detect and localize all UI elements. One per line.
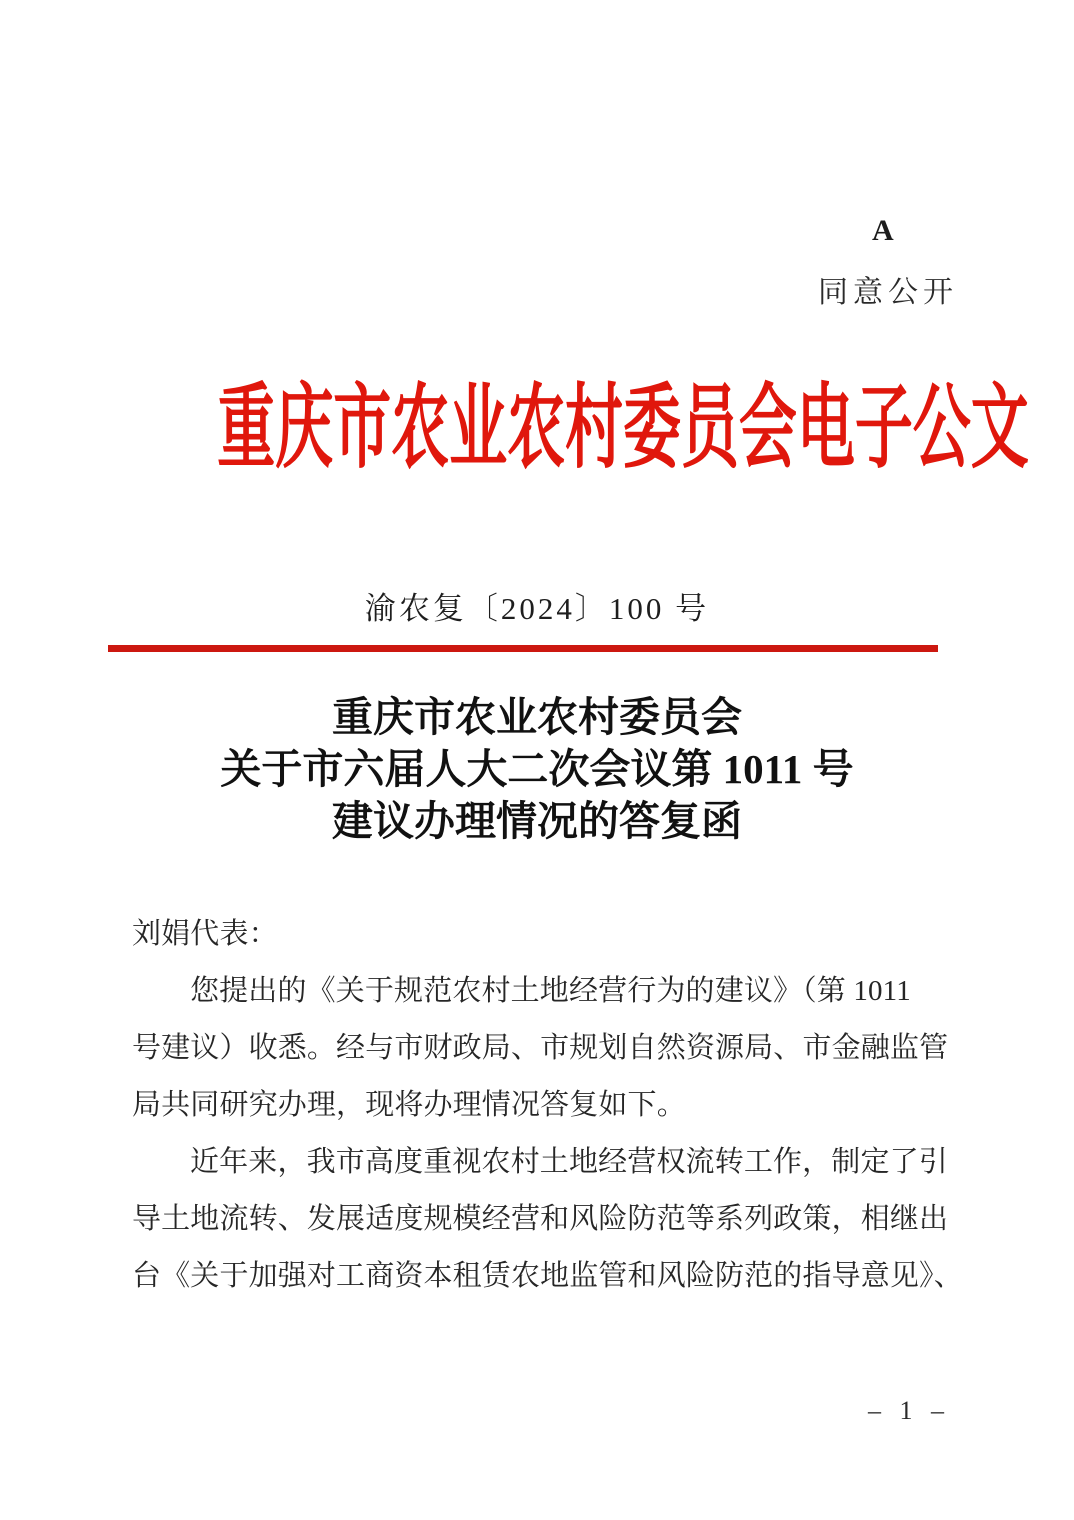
document-body: [132, 906, 963, 1305]
document-title: [0, 691, 1074, 847]
page-number: – 1 –: [868, 1396, 950, 1425]
document-title-line-1: 重庆市农业农村委员会: [332, 694, 742, 740]
document-title-line-3: 建议办理情况的答复函: [332, 798, 742, 844]
body-text-line: 导土地流转、发展适度规模经营和风险防范等系列政策，相继出: [132, 1203, 949, 1235]
salutation: 刘娟代表：: [132, 918, 278, 950]
body-text-line: 近年来，我市高度重视农村土地经营权流转工作，制定了引: [190, 1146, 948, 1178]
body-text-line: 号建议）收悉。经与市财政局、市规划自然资源局、市金融监管: [132, 1032, 949, 1064]
document-title-line-2: 关于市六届人大二次会议第 1011 号: [220, 746, 854, 792]
body-text-line: 您提出的《关于规范农村土地经营行为的建议》（第 1011: [190, 975, 911, 1007]
masthead-title: 重庆市农业农村委员会电子公文: [217, 377, 1029, 479]
body-text-line: 局共同研究办理，现将办理情况答复如下。: [132, 1089, 686, 1121]
red-divider-rule: [108, 645, 938, 652]
classification-mark: A: [872, 214, 894, 247]
masthead-container: [0, 378, 1053, 479]
disclosure-note: 同意公开: [818, 276, 958, 309]
body-text-line: 台《关于加强对工商资本租赁农地监管和风险防范的指导意见》、: [132, 1260, 963, 1292]
document-number: 渝农复〔2024〕100 号: [364, 591, 710, 626]
